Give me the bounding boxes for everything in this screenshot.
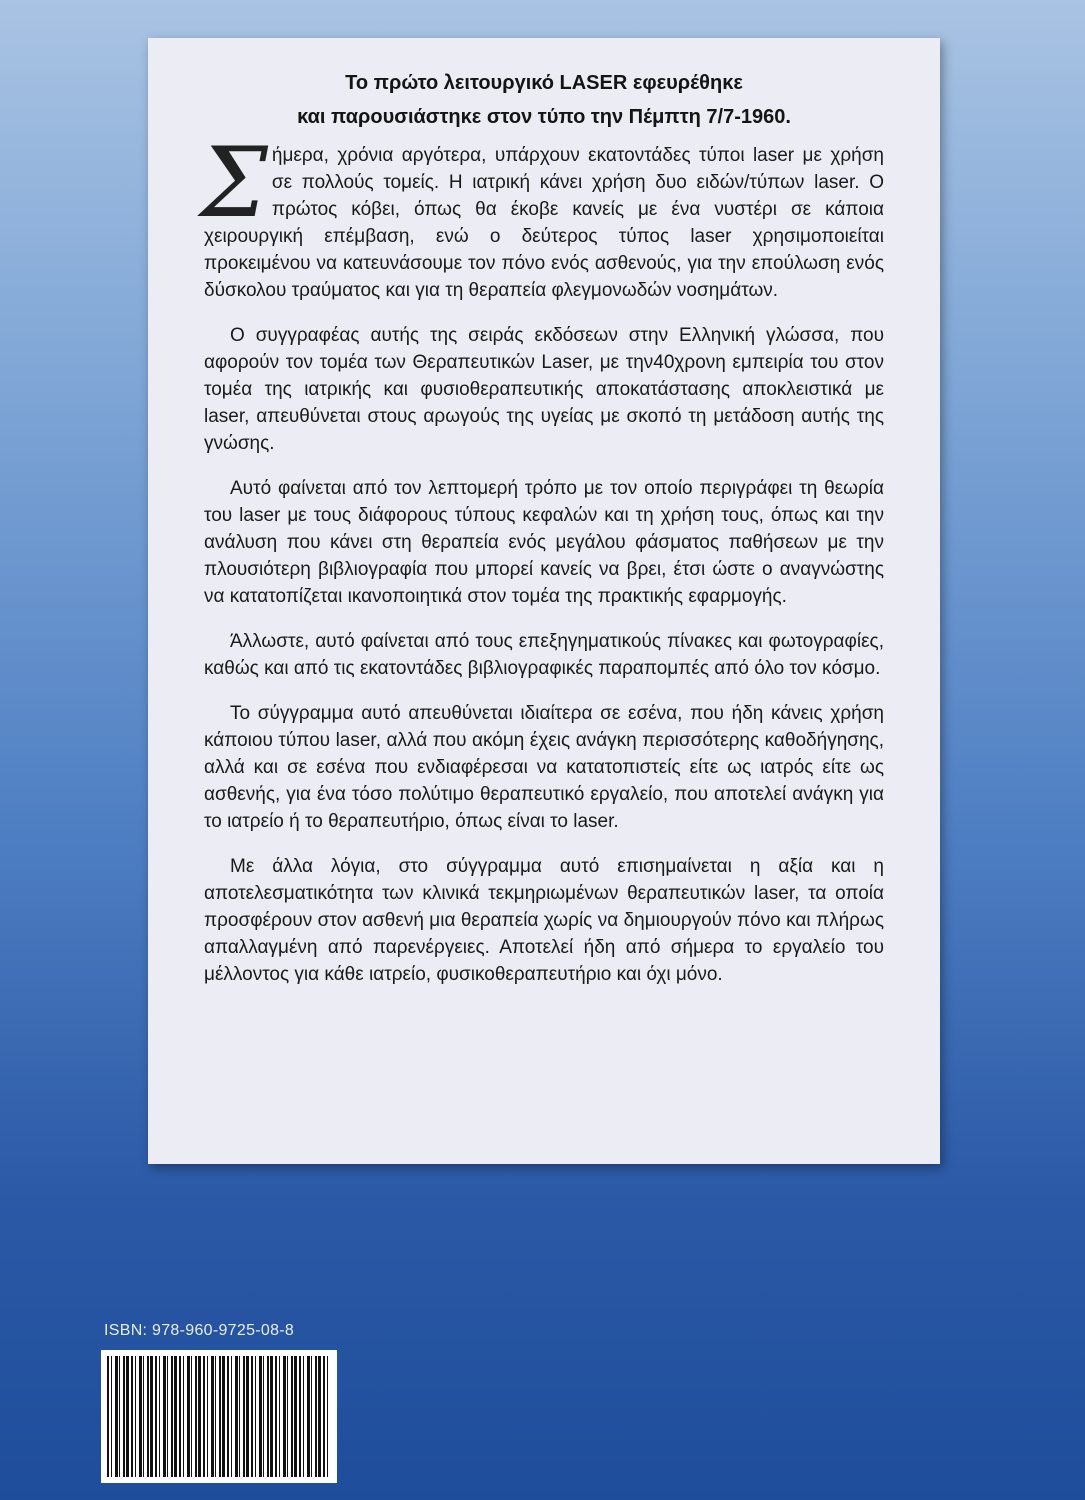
headline-line-1: Το πρώτο λειτουργικό LASER εφευρέθηκε [345, 72, 743, 94]
isbn-label: ISBN: 978-960-9725-08-8 [104, 1322, 295, 1339]
barcode [101, 1350, 337, 1483]
paragraph-4: Άλλωστε, αυτό φαίνεται από τους επεξηγηματικούς πίνακες και φωτογραφίες, καθώς και από τις εκατοντάδες βιβλιογραφικές παραπομπές από όλο τον κόσμο. [204, 631, 884, 679]
headline [204, 66, 884, 134]
body-text [200, 127, 884, 988]
paragraph-6: Με άλλα λόγια, στο σύγγραμμα αυτό επισημαίνεται η αξία και η αποτελεσματικότητα των κλινικά τεκμηριωμένων θεραπευτικών laser, τα οποία προσφέρουν στον ασθενή μια θεραπεία χωρίς να δημιουργούν πόνο και πλήρως απαλλαγμένη από παρενέργειες. Αποτελεί ήδη από σήμερα το εργαλείο του μέλλοντος για κάθε ιατρείο, φυσικοθεραπευτήριο και όχι μόνο. [204, 856, 884, 985]
paragraph-1 [200, 127, 884, 304]
back-cover-text-panel [148, 38, 940, 1164]
drop-cap: Σ [200, 127, 268, 239]
paragraph-2: Ο συγγραφέας αυτής της σειράς εκδόσεων στην Ελληνική γλώσσα, που αφορούν τον τομέα των Θεραπευτικών Laser, με την40χρονη εμπειρία του στον τομέα της ιατρικής και φυσιοθεραπευτικής αποκατάστασης αποκλειστικά με laser, απευθύνεται στους αρωγούς της υγείας με σκοπό τη μετάδοση αυτής της γνώσης. [204, 325, 884, 454]
headline-line-2: και παρουσιάστηκε στον τύπο την Πέμπτη 7/7-1960. [297, 106, 791, 128]
paragraph-5: Το σύγγραμμα αυτό απευθύνεται ιδιαίτερα σε εσένα, που ήδη κάνεις χρήση κάποιου τύπου laser, αλλά που ακόμη έχεις ανάγκη περισσότερης καθοδήγησης, αλλά και σε εσένα που ενδιαφέρεσαι να κατατοπιστείς είτε ως ιατρός είτε ως ασθενής, για ένα τόσο πολύτιμο θεραπευτικό εργαλείο, που αποτελεί ανάγκη για το ιατρείο ή το θεραπευτήριο, όπως είναι το laser. [204, 703, 884, 832]
barcode-bars [107, 1356, 331, 1477]
paragraph-1-text: ήμερα, χρόνια αργότερα, υπάρχουν εκατοντάδες τύποι laser με χρήση σε πολλούς τομείς. Η ιατρική κάνει χρήση δυο ειδών/τύπων laser. Ο πρώτος κόβει, όπως θα έκοβε κανείς με ένα νυστέρι σε κάποια χειρουργική επέμβαση, ενώ ο δεύτερος τύπος laser χρησιμοποιείται προκειμένου να κατευνάσουμε τον πόνο ενός ασθενούς, για την επούλωση ενός δύσκολου τραύματος και για τη θεραπεία φλεγμονωδών νοσημάτων. [204, 145, 884, 301]
paragraph-3: Αυτό φαίνεται από τον λεπτομερή τρόπο με τον οποίο περιγράφει τη θεωρία του laser με τους διάφορους τύπους κεφαλών και τη χρήση τους, όπως και την ανάλυση που κάνει στη θεραπεία ενός μεγάλου φάσματος παθήσεων με την πλουσιότερη βιβλιογραφία που μπορεί κανείς να βρει, έτσι ώστε ο αναγνώστης να κατατοπίζεται ικανοποιητικά στον τομέα της πρακτικής εφαρμογής. [204, 478, 884, 607]
